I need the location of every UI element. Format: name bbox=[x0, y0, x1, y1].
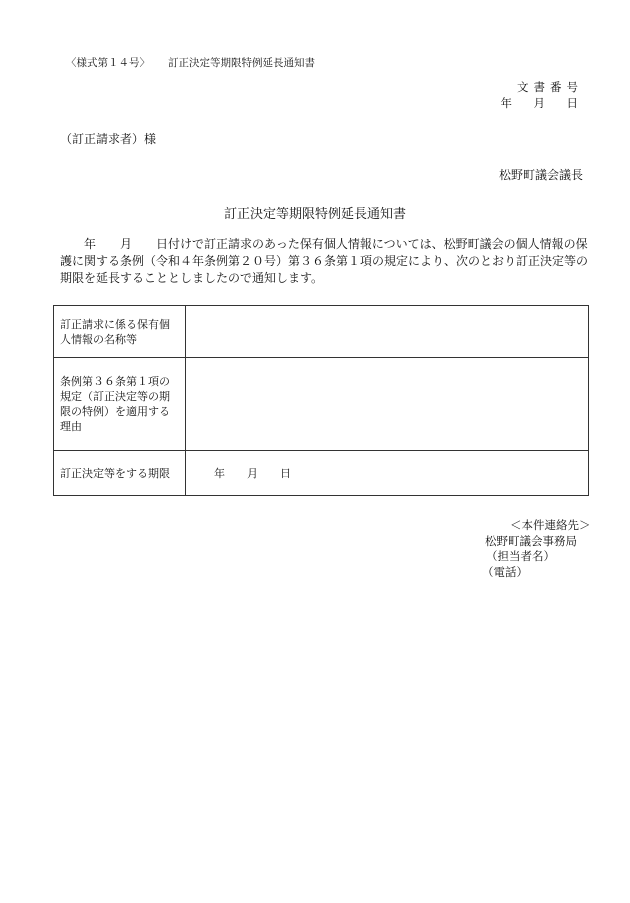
table-value bbox=[186, 358, 589, 451]
contact-block bbox=[482, 518, 591, 580]
contact-office: 松野町議会事務局 bbox=[485, 533, 577, 548]
body-text: 年 月 日付けで訂正請求のあった保有個人情報については、松野町議会の個人情報の保護に関する条例（令和４年条例第２０号）第３６条第１項の規定により、次のとおり訂正決定等の期限を延長することとしましたので通知します。 bbox=[60, 237, 589, 285]
table-row bbox=[54, 451, 589, 496]
document-number: 文書番号 bbox=[517, 80, 583, 94]
table-label: 訂正請求に係る保有個人情報の名称等 bbox=[54, 306, 186, 358]
form-number-line bbox=[66, 55, 315, 70]
info-table bbox=[53, 305, 589, 496]
table-row bbox=[54, 306, 589, 358]
recipient: （訂正請求者）様 bbox=[60, 132, 157, 146]
table-row bbox=[54, 358, 589, 451]
table-label: 訂正決定等をする期限 bbox=[54, 451, 186, 496]
form-number: 〈様式第１４号〉 bbox=[66, 57, 150, 69]
document-title: 訂正決定等期限特例延長通知書 bbox=[223, 207, 406, 222]
contact-phone: （電話） bbox=[482, 564, 528, 579]
table-value bbox=[186, 306, 589, 358]
sender: 松野町議会議長 bbox=[498, 168, 583, 182]
table-label: 条例第３６条第１項の規定（訂正決定等の期限の特例）を適用する理由 bbox=[54, 358, 186, 451]
document-date: 年 月 日 bbox=[500, 96, 583, 110]
contact-heading: ＜本件連絡先＞ bbox=[510, 518, 591, 532]
contact-person: （担当者名） bbox=[486, 549, 555, 563]
document-number-block bbox=[501, 79, 584, 111]
form-title-header: 訂正決定等期限特例延長通知書 bbox=[168, 57, 315, 69]
table-value-deadline: 年 月 日 bbox=[186, 451, 589, 496]
